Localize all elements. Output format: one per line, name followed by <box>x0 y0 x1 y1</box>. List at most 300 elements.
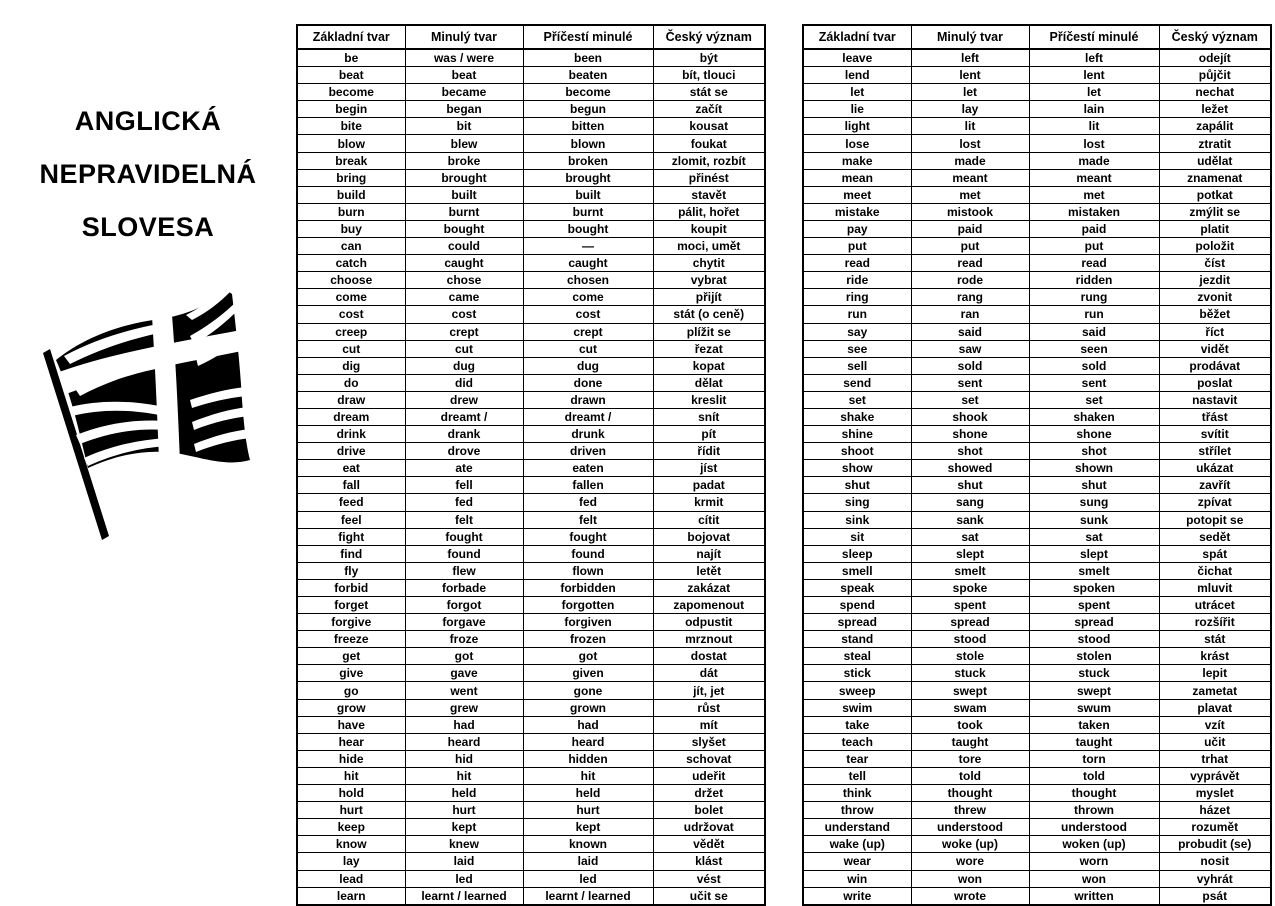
cell-czech-meaning: prodávat <box>1159 357 1271 374</box>
cell-past-participle: met <box>1029 186 1159 203</box>
table-row <box>803 733 1271 750</box>
cell-past-simple: shot <box>911 443 1029 460</box>
cell-past-participle: shut <box>1029 477 1159 494</box>
cell-past-simple: sold <box>911 357 1029 374</box>
cell-base-form: sing <box>803 494 911 511</box>
table-row <box>803 648 1271 665</box>
cell-czech-meaning: platit <box>1159 220 1271 237</box>
cell-past-participle: kept <box>523 819 653 836</box>
cell-past-simple: had <box>405 716 523 733</box>
cell-czech-meaning: koupit <box>653 220 765 237</box>
cell-czech-meaning: vidět <box>1159 340 1271 357</box>
cell-past-participle: let <box>1029 84 1159 101</box>
cell-past-simple: began <box>405 101 523 118</box>
cell-base-form: ride <box>803 272 911 289</box>
cell-past-participle: shown <box>1029 460 1159 477</box>
cell-czech-meaning: vést <box>653 870 765 887</box>
cell-czech-meaning: mít <box>653 716 765 733</box>
cell-past-simple: sank <box>911 511 1029 528</box>
cell-czech-meaning: stát se <box>653 84 765 101</box>
column-header-past-simple: Minulý tvar <box>911 25 1029 49</box>
cell-czech-meaning: zapálit <box>1159 118 1271 135</box>
cell-czech-meaning: myslet <box>1159 785 1271 802</box>
column-header-base-form: Základní tvar <box>297 25 405 49</box>
table-row <box>803 67 1271 84</box>
cell-past-participle: come <box>523 289 653 306</box>
cell-base-form: forget <box>297 597 405 614</box>
cell-czech-meaning: potkat <box>1159 186 1271 203</box>
cell-czech-meaning: psát <box>1159 887 1271 905</box>
cell-past-simple: brought <box>405 169 523 186</box>
table-row <box>297 494 765 511</box>
title-and-flag-panel <box>0 0 296 873</box>
cell-czech-meaning: lepit <box>1159 665 1271 682</box>
cell-czech-meaning: klást <box>653 853 765 870</box>
cell-past-participle: written <box>1029 887 1159 905</box>
cell-czech-meaning: snít <box>653 408 765 425</box>
cell-czech-meaning: kousat <box>653 118 765 135</box>
cell-czech-meaning: znamenat <box>1159 169 1271 186</box>
table-row <box>803 323 1271 340</box>
cell-past-participle: brought <box>523 169 653 186</box>
cell-past-simple: hurt <box>405 802 523 819</box>
cell-past-simple: swept <box>911 682 1029 699</box>
cell-past-simple: learnt / learned <box>405 887 523 905</box>
table-row <box>297 186 765 203</box>
table-row <box>297 408 765 425</box>
cell-past-simple: flew <box>405 562 523 579</box>
cell-czech-meaning: řídit <box>653 443 765 460</box>
cell-czech-meaning: trhat <box>1159 750 1271 767</box>
cell-past-simple: shut <box>911 477 1029 494</box>
cell-past-simple: chose <box>405 272 523 289</box>
table-row <box>803 289 1271 306</box>
cell-past-simple: shook <box>911 408 1029 425</box>
table-row <box>803 614 1271 631</box>
cell-base-form: wake (up) <box>803 836 911 853</box>
cell-past-participle: — <box>523 238 653 255</box>
cell-past-simple: hid <box>405 750 523 767</box>
cell-past-participle: got <box>523 648 653 665</box>
cell-base-form: light <box>803 118 911 135</box>
cell-past-simple: spread <box>911 614 1029 631</box>
cell-past-simple: caught <box>405 255 523 272</box>
cell-past-simple: ran <box>911 306 1029 323</box>
cell-czech-meaning: plavat <box>1159 699 1271 716</box>
cell-base-form: dig <box>297 357 405 374</box>
cell-base-form: lend <box>803 67 911 84</box>
table-row <box>297 391 765 408</box>
cell-czech-meaning: kopat <box>653 357 765 374</box>
cell-past-simple: wore <box>911 853 1029 870</box>
cell-past-simple: forgot <box>405 597 523 614</box>
column-header-past-participle: Příčestí minulé <box>523 25 653 49</box>
cell-past-participle: taught <box>1029 733 1159 750</box>
cell-past-simple: taught <box>911 733 1029 750</box>
cell-past-simple: fought <box>405 528 523 545</box>
cell-past-simple: came <box>405 289 523 306</box>
cell-past-participle: forgotten <box>523 597 653 614</box>
table-row <box>297 426 765 443</box>
table-row <box>297 357 765 374</box>
table-row <box>803 511 1271 528</box>
cell-base-form: fly <box>297 562 405 579</box>
cell-base-form: freeze <box>297 631 405 648</box>
cell-past-participle: said <box>1029 323 1159 340</box>
cell-base-form: become <box>297 84 405 101</box>
cell-base-form: read <box>803 255 911 272</box>
cell-czech-meaning: potopit se <box>1159 511 1271 528</box>
cell-base-form: make <box>803 152 911 169</box>
cell-past-participle: spread <box>1029 614 1159 631</box>
table-row <box>297 767 765 784</box>
cell-past-simple: rode <box>911 272 1029 289</box>
table-row <box>803 203 1271 220</box>
cell-czech-meaning: pálit, hořet <box>653 203 765 220</box>
column-header-czech-meaning: Český význam <box>1159 25 1271 49</box>
table-row <box>803 750 1271 767</box>
cell-base-form: hold <box>297 785 405 802</box>
table-row <box>297 67 765 84</box>
cell-base-form: break <box>297 152 405 169</box>
cell-past-participle: drawn <box>523 391 653 408</box>
cell-base-form: forgive <box>297 614 405 631</box>
cell-czech-meaning: rozumět <box>1159 819 1271 836</box>
cell-czech-meaning: přijít <box>653 289 765 306</box>
cell-past-participle: lit <box>1029 118 1159 135</box>
cell-czech-meaning: zakázat <box>653 579 765 596</box>
cell-czech-meaning: jezdit <box>1159 272 1271 289</box>
cell-czech-meaning: zmýlit se <box>1159 203 1271 220</box>
cell-past-participle: left <box>1029 49 1159 67</box>
cell-past-participle: drunk <box>523 426 653 443</box>
cell-past-simple: was / were <box>405 49 523 67</box>
cell-past-participle: dug <box>523 357 653 374</box>
cell-base-form: find <box>297 545 405 562</box>
cell-czech-meaning: házet <box>1159 802 1271 819</box>
table-row <box>803 562 1271 579</box>
cell-past-simple: built <box>405 186 523 203</box>
page-title <box>0 108 296 241</box>
cell-past-simple: drew <box>405 391 523 408</box>
cell-base-form: be <box>297 49 405 67</box>
cell-past-simple: burnt <box>405 203 523 220</box>
cell-past-participle: frozen <box>523 631 653 648</box>
cell-past-participle: chosen <box>523 272 653 289</box>
cell-czech-meaning: čichat <box>1159 562 1271 579</box>
cell-base-form: lay <box>297 853 405 870</box>
cell-base-form: steal <box>803 648 911 665</box>
cell-base-form: lose <box>803 135 911 152</box>
cell-past-simple: shone <box>911 426 1029 443</box>
table-row <box>803 579 1271 596</box>
table-row <box>803 101 1271 118</box>
cell-past-simple: made <box>911 152 1029 169</box>
page-title-line-3: SLOVESA <box>81 212 215 242</box>
cell-base-form: shine <box>803 426 911 443</box>
cell-past-simple: wrote <box>911 887 1029 905</box>
cell-base-form: keep <box>297 819 405 836</box>
cell-past-participle: sent <box>1029 374 1159 391</box>
cell-past-simple: sat <box>911 528 1029 545</box>
table-row <box>803 460 1271 477</box>
cell-past-simple: paid <box>911 220 1029 237</box>
cell-czech-meaning: vyhrát <box>1159 870 1271 887</box>
cell-past-participle: hidden <box>523 750 653 767</box>
cell-czech-meaning: bít, tlouci <box>653 67 765 84</box>
table-row <box>297 511 765 528</box>
cell-czech-meaning: růst <box>653 699 765 716</box>
cell-past-participle: forbidden <box>523 579 653 596</box>
cell-czech-meaning: stát (o ceně) <box>653 306 765 323</box>
cell-past-simple: showed <box>911 460 1029 477</box>
cell-czech-meaning: letět <box>653 562 765 579</box>
cell-base-form: fall <box>297 477 405 494</box>
cell-past-simple: rang <box>911 289 1029 306</box>
cell-czech-meaning: číst <box>1159 255 1271 272</box>
cell-czech-meaning: půjčit <box>1159 67 1271 84</box>
cell-past-simple: cost <box>405 306 523 323</box>
cell-past-simple: thought <box>911 785 1029 802</box>
cell-base-form: wear <box>803 853 911 870</box>
table-row <box>803 169 1271 186</box>
table-row <box>803 255 1271 272</box>
cell-czech-meaning: zvonit <box>1159 289 1271 306</box>
table-row <box>297 528 765 545</box>
cell-past-participle: thrown <box>1029 802 1159 819</box>
verb-table-right-wrapper <box>802 0 1272 906</box>
cell-past-participle: hurt <box>523 802 653 819</box>
verb-table-left <box>296 24 766 906</box>
cell-czech-meaning: jíst <box>653 460 765 477</box>
column-header-past-simple: Minulý tvar <box>405 25 523 49</box>
cell-past-participle: won <box>1029 870 1159 887</box>
cell-past-participle: felt <box>523 511 653 528</box>
table-row <box>297 443 765 460</box>
verb-table-right <box>802 24 1272 906</box>
cell-past-participle: made <box>1029 152 1159 169</box>
cell-past-participle: paid <box>1029 220 1159 237</box>
table-row <box>297 101 765 118</box>
cell-base-form: beat <box>297 67 405 84</box>
table-row <box>297 118 765 135</box>
table-row <box>803 699 1271 716</box>
cell-czech-meaning: vědět <box>653 836 765 853</box>
cell-past-simple: found <box>405 545 523 562</box>
cell-base-form: choose <box>297 272 405 289</box>
cell-past-participle: had <box>523 716 653 733</box>
page-title-line-1: ANGLICKÁ <box>74 106 222 136</box>
cell-czech-meaning: bolet <box>653 802 765 819</box>
table-row <box>803 853 1271 870</box>
cell-czech-meaning: udělat <box>1159 152 1271 169</box>
table-row <box>297 238 765 255</box>
table-row <box>803 528 1271 545</box>
cell-base-form: give <box>297 665 405 682</box>
table-row <box>297 323 765 340</box>
cell-czech-meaning: stát <box>1159 631 1271 648</box>
cell-past-participle: eaten <box>523 460 653 477</box>
cell-past-participle: begun <box>523 101 653 118</box>
cell-past-participle: swept <box>1029 682 1159 699</box>
cell-past-simple: ate <box>405 460 523 477</box>
cell-past-simple: went <box>405 682 523 699</box>
cell-past-simple: spent <box>911 597 1029 614</box>
cell-past-simple: cut <box>405 340 523 357</box>
cell-czech-meaning: střílet <box>1159 443 1271 460</box>
cell-past-participle: understood <box>1029 819 1159 836</box>
cell-past-participle: given <box>523 665 653 682</box>
cell-base-form: hurt <box>297 802 405 819</box>
cell-past-participle: flown <box>523 562 653 579</box>
verb-table-left-body <box>297 49 765 905</box>
table-row <box>803 631 1271 648</box>
column-header-past-participle: Příčestí minulé <box>1029 25 1159 49</box>
cell-past-participle: bought <box>523 220 653 237</box>
table-row <box>803 272 1271 289</box>
table-row <box>297 220 765 237</box>
cell-past-simple: blew <box>405 135 523 152</box>
cell-past-participle: cut <box>523 340 653 357</box>
cell-past-simple: smelt <box>911 562 1029 579</box>
cell-past-participle: blown <box>523 135 653 152</box>
cell-past-participle: lost <box>1029 135 1159 152</box>
cell-past-participle: broken <box>523 152 653 169</box>
table-row <box>297 477 765 494</box>
table-row <box>803 836 1271 853</box>
cell-czech-meaning: cítit <box>653 511 765 528</box>
cell-base-form: shut <box>803 477 911 494</box>
cell-czech-meaning: vyprávět <box>1159 767 1271 784</box>
table-header-row <box>297 25 765 49</box>
table-row <box>803 802 1271 819</box>
table-row <box>803 152 1271 169</box>
cell-czech-meaning: padat <box>653 477 765 494</box>
cell-base-form: let <box>803 84 911 101</box>
cell-czech-meaning: rozšířit <box>1159 614 1271 631</box>
cell-base-form: think <box>803 785 911 802</box>
cell-past-participle: driven <box>523 443 653 460</box>
cell-past-simple: did <box>405 374 523 391</box>
cell-past-participle: woken (up) <box>1029 836 1159 853</box>
cell-past-simple: swam <box>911 699 1029 716</box>
cell-base-form: buy <box>297 220 405 237</box>
cell-past-simple: lost <box>911 135 1029 152</box>
cell-past-simple: put <box>911 238 1029 255</box>
cell-past-simple: fed <box>405 494 523 511</box>
cell-base-form: do <box>297 374 405 391</box>
cell-past-participle: gone <box>523 682 653 699</box>
cell-past-participle: forgiven <box>523 614 653 631</box>
table-row <box>297 374 765 391</box>
cell-base-form: spend <box>803 597 911 614</box>
cell-past-simple: held <box>405 785 523 802</box>
cell-past-simple: understood <box>911 819 1029 836</box>
cell-past-simple: got <box>405 648 523 665</box>
cell-past-participle: run <box>1029 306 1159 323</box>
cell-past-participle: spent <box>1029 597 1159 614</box>
table-row <box>297 802 765 819</box>
table-row <box>297 203 765 220</box>
table-row <box>297 255 765 272</box>
cell-base-form: bite <box>297 118 405 135</box>
table-row <box>297 152 765 169</box>
cell-base-form: sweep <box>803 682 911 699</box>
cell-past-simple: stuck <box>911 665 1029 682</box>
cell-past-participle: become <box>523 84 653 101</box>
cell-base-form: lie <box>803 101 911 118</box>
table-row <box>297 716 765 733</box>
cell-past-simple: gave <box>405 665 523 682</box>
cell-past-participle: worn <box>1029 853 1159 870</box>
cell-base-form: win <box>803 870 911 887</box>
cell-base-form: begin <box>297 101 405 118</box>
table-row <box>803 665 1271 682</box>
cell-czech-meaning: držet <box>653 785 765 802</box>
cell-past-simple: drank <box>405 426 523 443</box>
cell-past-simple: sang <box>911 494 1029 511</box>
cell-base-form: bring <box>297 169 405 186</box>
cell-past-participle: grown <box>523 699 653 716</box>
cell-base-form: eat <box>297 460 405 477</box>
table-row <box>803 477 1271 494</box>
cell-czech-meaning: ležet <box>1159 101 1271 118</box>
table-row <box>803 220 1271 237</box>
table-row <box>297 289 765 306</box>
cell-past-participle: sung <box>1029 494 1159 511</box>
cell-base-form: fight <box>297 528 405 545</box>
cell-czech-meaning: foukat <box>653 135 765 152</box>
cell-past-simple: slept <box>911 545 1029 562</box>
cell-past-simple: lay <box>911 101 1029 118</box>
cell-past-simple: lit <box>911 118 1029 135</box>
cell-past-simple: kept <box>405 819 523 836</box>
cell-past-simple: lent <box>911 67 1029 84</box>
cell-base-form: understand <box>803 819 911 836</box>
cell-czech-meaning: krmit <box>653 494 765 511</box>
cell-czech-meaning: sedět <box>1159 528 1271 545</box>
cell-past-simple: became <box>405 84 523 101</box>
cell-past-simple: told <box>911 767 1029 784</box>
cell-czech-meaning: třást <box>1159 408 1271 425</box>
cell-czech-meaning: vybrat <box>653 272 765 289</box>
cell-base-form: draw <box>297 391 405 408</box>
table-row <box>803 785 1271 802</box>
cell-czech-meaning: udržovat <box>653 819 765 836</box>
cell-past-participle: stuck <box>1029 665 1159 682</box>
cell-past-simple: heard <box>405 733 523 750</box>
cell-past-simple: set <box>911 391 1029 408</box>
cell-base-form: drink <box>297 426 405 443</box>
cell-past-participle: been <box>523 49 653 67</box>
cell-past-simple: fell <box>405 477 523 494</box>
cell-czech-meaning: zapomenout <box>653 597 765 614</box>
cell-past-participle: mistaken <box>1029 203 1159 220</box>
cell-past-participle: learnt / learned <box>523 887 653 905</box>
cell-czech-meaning: udeřit <box>653 767 765 784</box>
cell-past-simple: read <box>911 255 1029 272</box>
table-row <box>803 819 1271 836</box>
cell-past-simple: drove <box>405 443 523 460</box>
table-row <box>803 340 1271 357</box>
cell-base-form: leave <box>803 49 911 67</box>
cell-czech-meaning: najít <box>653 545 765 562</box>
cell-base-form: catch <box>297 255 405 272</box>
cell-past-participle: swum <box>1029 699 1159 716</box>
cell-past-participle: lain <box>1029 101 1159 118</box>
cell-base-form: learn <box>297 887 405 905</box>
cell-base-form: sleep <box>803 545 911 562</box>
